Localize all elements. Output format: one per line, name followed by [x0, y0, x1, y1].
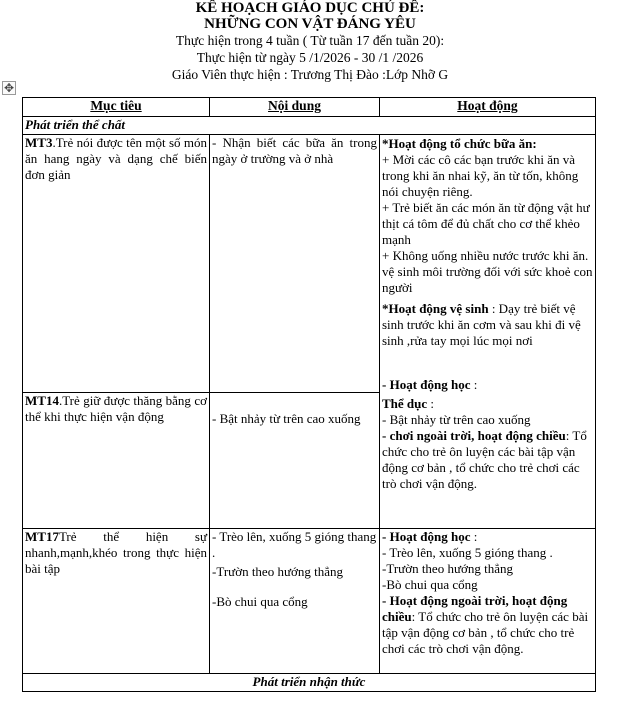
- goal-code: MT17: [25, 529, 59, 544]
- learn-item: - Bật nhảy từ trên cao xuống: [382, 412, 531, 427]
- learn-heading: [382, 377, 593, 393]
- subject-suffix: :: [427, 396, 435, 411]
- activity-cell-mt17: [380, 529, 596, 674]
- hygiene-text: : Dạy trẻ biết vệ sinh trước khi ăn cơm và sau khi đi vệ sinh ,rửa tay mọi lúc mọi nơi: [382, 301, 581, 348]
- header-activity: Hoạt động: [380, 98, 596, 117]
- activity-cell-mt3-mt14: [380, 135, 596, 529]
- learn-title: - Hoạt động học: [382, 377, 471, 392]
- content-cell-mt3: [210, 135, 380, 393]
- plan-table: [22, 97, 596, 692]
- content-line: -Trườn theo hướng thẳng: [212, 564, 343, 579]
- hygiene-paragraph: [382, 301, 593, 349]
- goal-text: .Trẻ nói được tên một số món ăn hang ngày và dạng chế biến đơn giản: [25, 135, 207, 182]
- section-cognitive-label: Phát triển nhận thức: [23, 674, 596, 692]
- goal-code: MT3: [25, 135, 53, 150]
- dates-line: Thực hiện từ ngày 5 /1/2026 - 30 /1 /2026: [196, 50, 424, 65]
- goal-cell-mt3: [23, 135, 210, 393]
- learn-item: - Trèo lên, xuống 5 gióng thang .: [382, 545, 553, 560]
- content-cell-mt17: [210, 529, 380, 674]
- table-move-icon[interactable]: ✥: [3, 81, 15, 95]
- content-text: - Nhận biết các bữa ăn trong ngày ở trường và ở nhà: [212, 135, 377, 166]
- learn-item: -Bò chui qua cổng: [382, 577, 478, 592]
- goal-cell-mt17: [23, 529, 210, 674]
- learn-heading: [382, 529, 593, 545]
- goal-code: MT14: [25, 393, 59, 408]
- learn-item: -Trườn theo hướng thẳng: [382, 561, 513, 576]
- content-line: -Bò chui qua cổng: [212, 594, 308, 609]
- content-line: - Trèo lên, xuống 5 gióng thang .: [212, 529, 377, 560]
- goal-cell-mt14: [23, 393, 210, 529]
- plan-title: KẾ HOẠCH GIÁO DỤC CHỦ ĐỀ:: [195, 0, 425, 16]
- activity-title: *Hoạt động tổ chức bữa ăn:: [382, 136, 537, 151]
- activity-line: + Trẻ biết ăn các món ăn từ động vật hư thịt cá tôm để đủ chất cho cơ thể khẻo mạnh: [382, 200, 590, 247]
- outdoor-title: - Hoạt động ngoài trời, hoạt động chiều: [382, 593, 568, 624]
- outdoor-title: - chơi ngoài trời, hoạt động chiều: [382, 428, 566, 443]
- subject-title: Thể dục: [382, 396, 428, 411]
- content-cell-mt14: [210, 393, 380, 529]
- hygiene-title: *Hoạt động vệ sinh: [382, 301, 489, 316]
- duration-line: Thực hiện trong 4 tuần ( Từ tuần 17 đến tuần 20):: [175, 33, 445, 48]
- outdoor-paragraph: [382, 428, 593, 492]
- table-row: [23, 135, 596, 393]
- outdoor-paragraph: [382, 593, 593, 657]
- activity-line: + Không uống nhiều nước trước khi ăn. vệ sinh môi trường đối với sức khoẻ con người: [382, 248, 593, 295]
- table-header-row: [23, 98, 596, 117]
- goal-text: .Trẻ giữ được thăng bằng cơ thể khi thực hiện vận động: [25, 393, 207, 424]
- header-goal: Mục tiêu: [23, 98, 210, 117]
- theme-title: NHỮNG CON VẬT ĐÁNG YÊU: [204, 16, 416, 32]
- subject-heading: [382, 396, 593, 412]
- goal-text: Trẻ thể hiện sự nhanh,mạnh,khéo trong thực hiện bài tập: [25, 529, 207, 576]
- learn-title: - Hoạt động học: [382, 529, 471, 544]
- content-text: - Bật nhảy từ trên cao xuống: [212, 411, 361, 426]
- outdoor-text: : Tổ chức cho trẻ ôn luyện các bài tập vận động cơ bản , tổ chức cho trẻ chơi các trò chơi vận động.: [382, 609, 589, 656]
- section-row-physical: [23, 117, 596, 135]
- outdoor-text: : Tổ chức cho trẻ ôn luyện các bài tập vận động cơ bản , tổ chức cho trẻ chơi các trò chơi vận động.: [382, 428, 587, 491]
- section-row-cognitive: [23, 674, 596, 692]
- learn-suffix: :: [470, 529, 478, 544]
- learn-suffix: :: [470, 377, 478, 392]
- table-row: [23, 529, 596, 674]
- header-content: Nội dung: [210, 98, 380, 117]
- teacher-line: Giáo Viên thực hiện : Trương Thị Đào :Lớp Nhỡ G: [171, 67, 449, 82]
- section-physical-label: Phát triển thể chất: [23, 117, 596, 135]
- activity-line: + Mời các cô các bạn trước khi ăn và trong khi ăn nhai kỹ, ăn từ tốn, không nói chuyện riêng.: [382, 152, 579, 199]
